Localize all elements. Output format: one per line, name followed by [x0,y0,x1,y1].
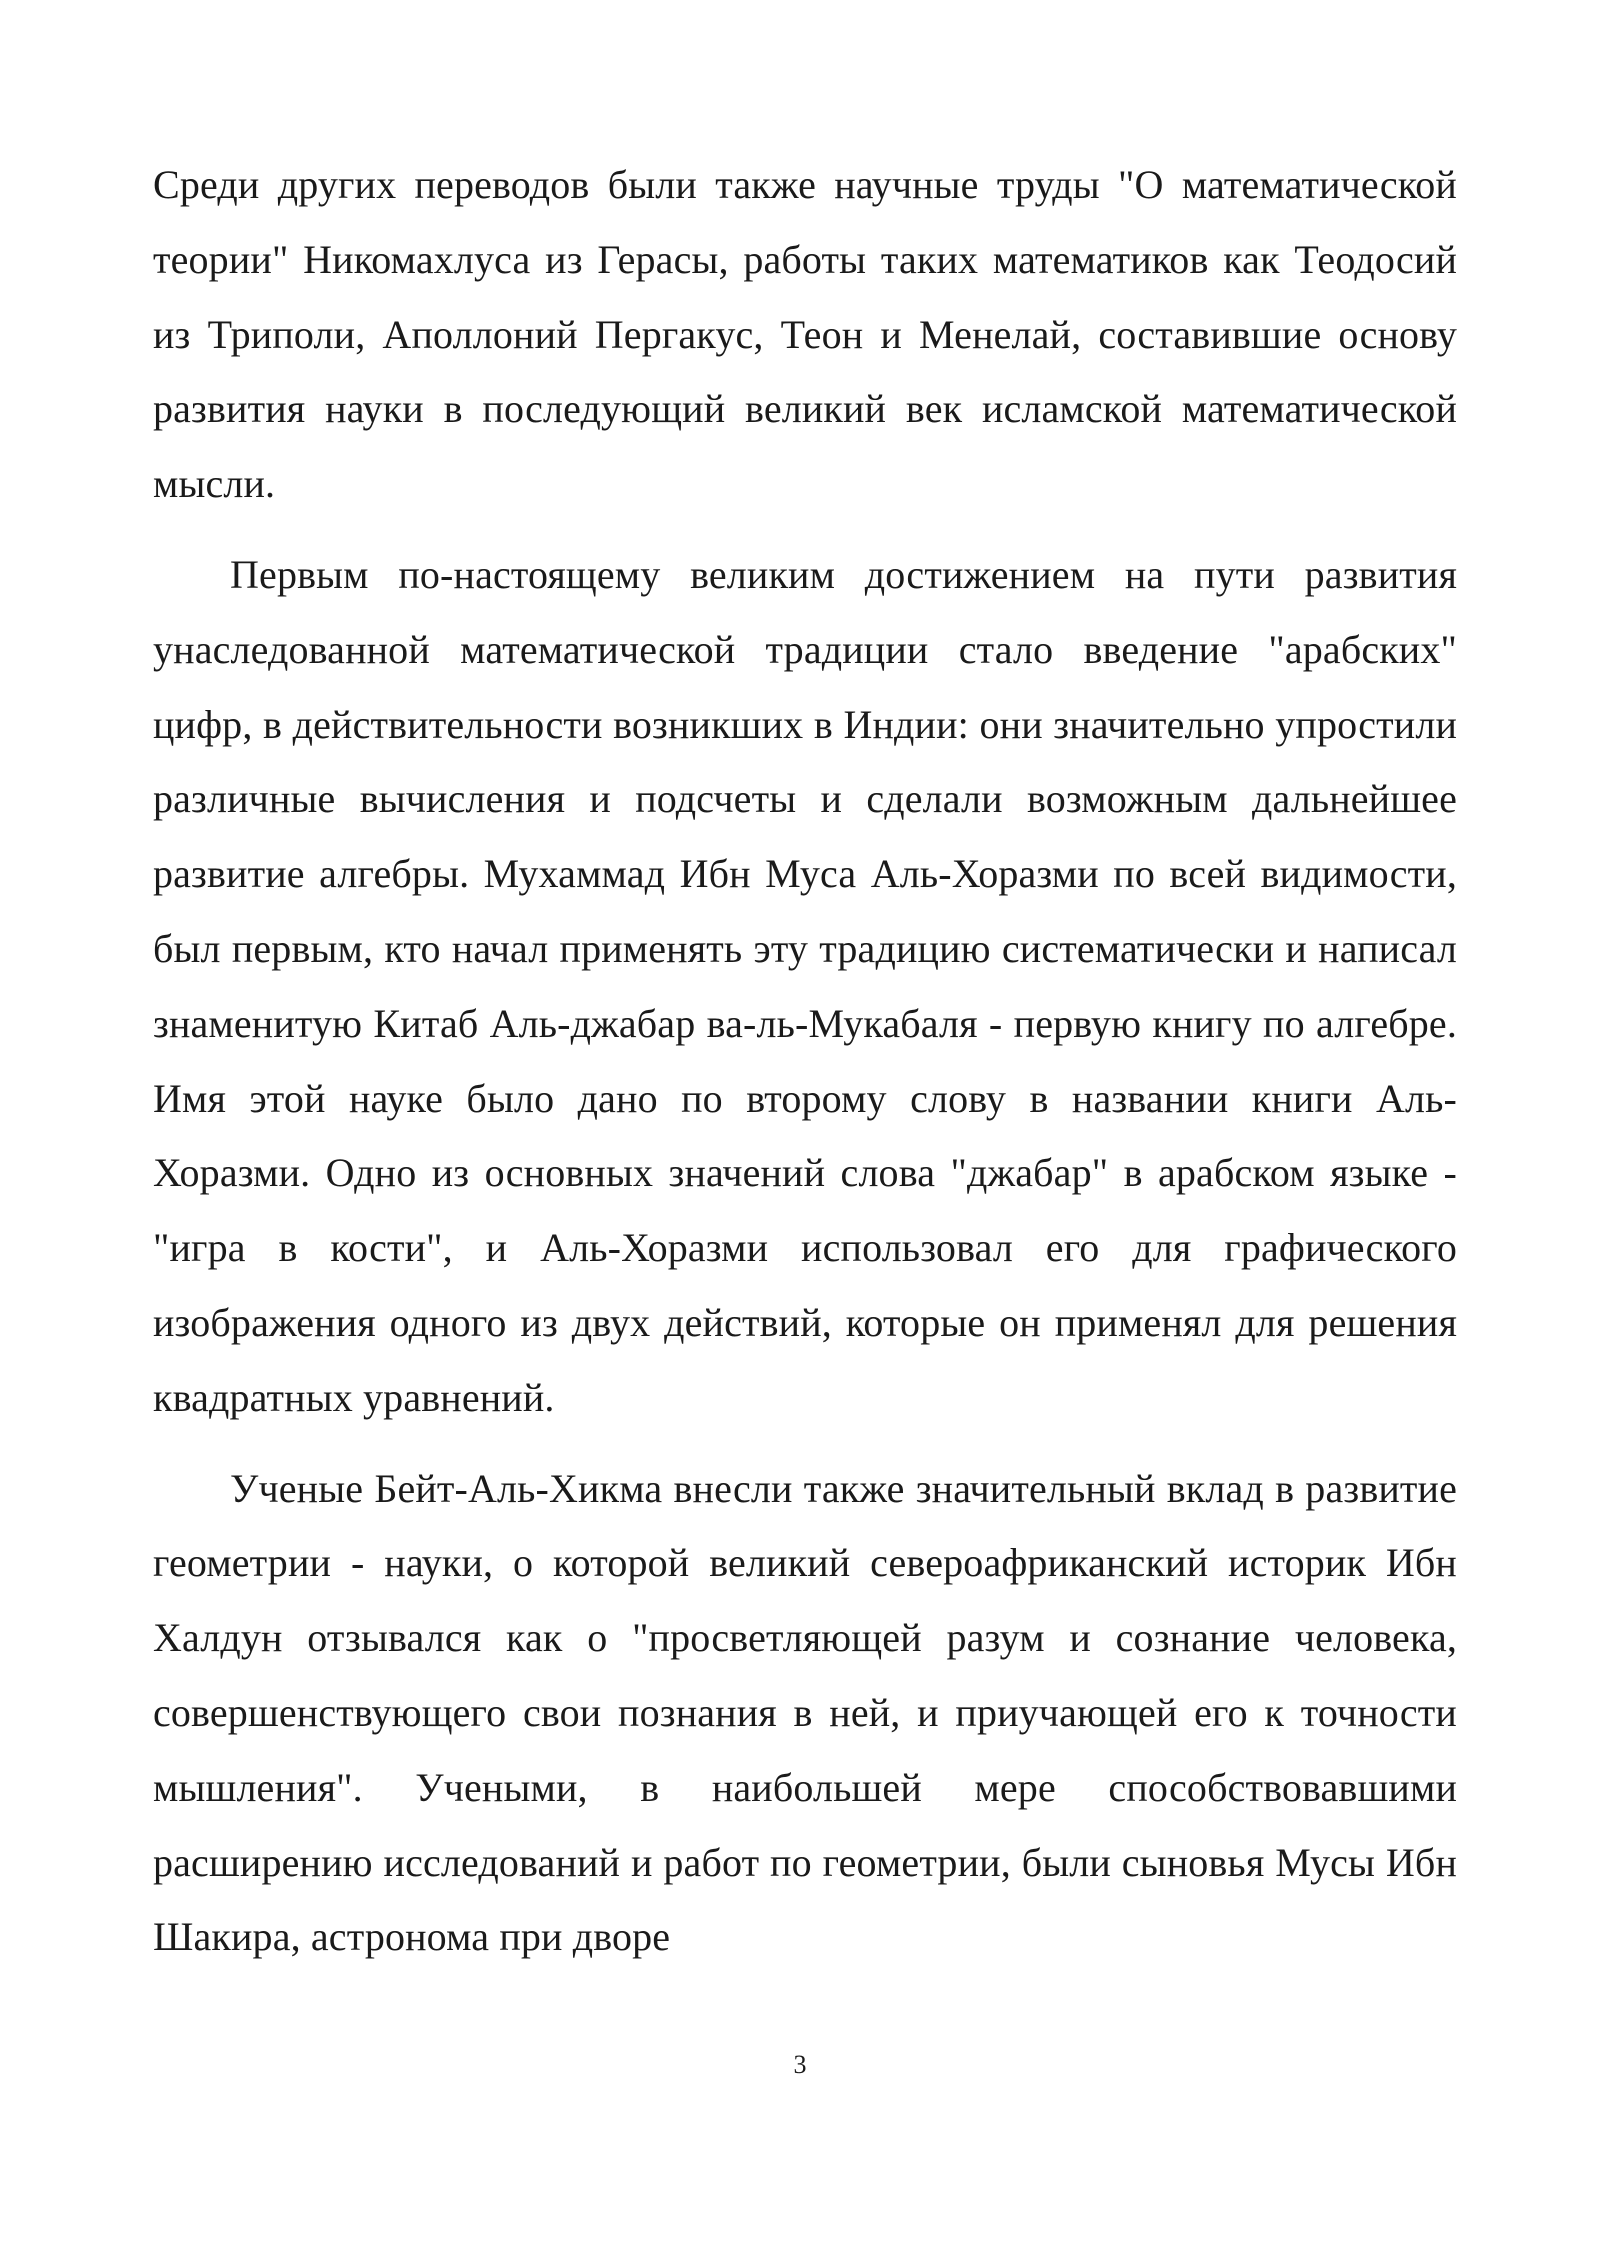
paragraph-geometry: Ученые Бейт-Аль-Хикма внесли также значительный вклад в развитие геометрии - науки, о которой великий североафриканский историк Ибн Халдун отзывался как о "просветляющей разум и сознание человека, совершенствующего свои познания в ней, и приучающей его к точности мышления". Учеными, в наибольшей мере способствовавшими расширению исследований и работ по геометрии, были сыновья Мусы Ибн Шакира, астронома при дворе [153,1465,1457,1960]
page-number: 3 [793,2050,807,2079]
paragraph-arabic-numerals: Первым по-настоящему великим достижением на пути развития унаследованной математической традиции стало введение "арабских" цифр, в действительности возникших в Индии: они значительно упростили различные вычисления и подсчеты и сделали возможным дальнейшее развитие алгебры. Мухаммад Ибн Муса Аль-Хоразми по всей видимости, был первым, кто начал применять эту традицию систематически и написал знаменитую Китаб Аль-джабар ва-ль-Мукабаля - первую книгу по алгебре. Имя этой науке было дано по второму слову в названии книги Аль-Хоразми. Одно из основных значений слова "джабар" в арабском языке - "игра в кости", и Аль-Хоразми использовал его для графического изображения одного из двух действий, которые он применял для решения квадратных уравнений. [153,551,1457,1420]
paragraph-translations: Среди других переводов были также научные труды "О математической теории" Никомахлуса из Герасы, работы таких математиков как Теодосий из Триполи, Аполлоний Пергакус, Теон и Менелай, составившие основу развития науки в последующий великий век исламской математической мысли. [153,162,1457,507]
document-body [153,148,1457,1975]
